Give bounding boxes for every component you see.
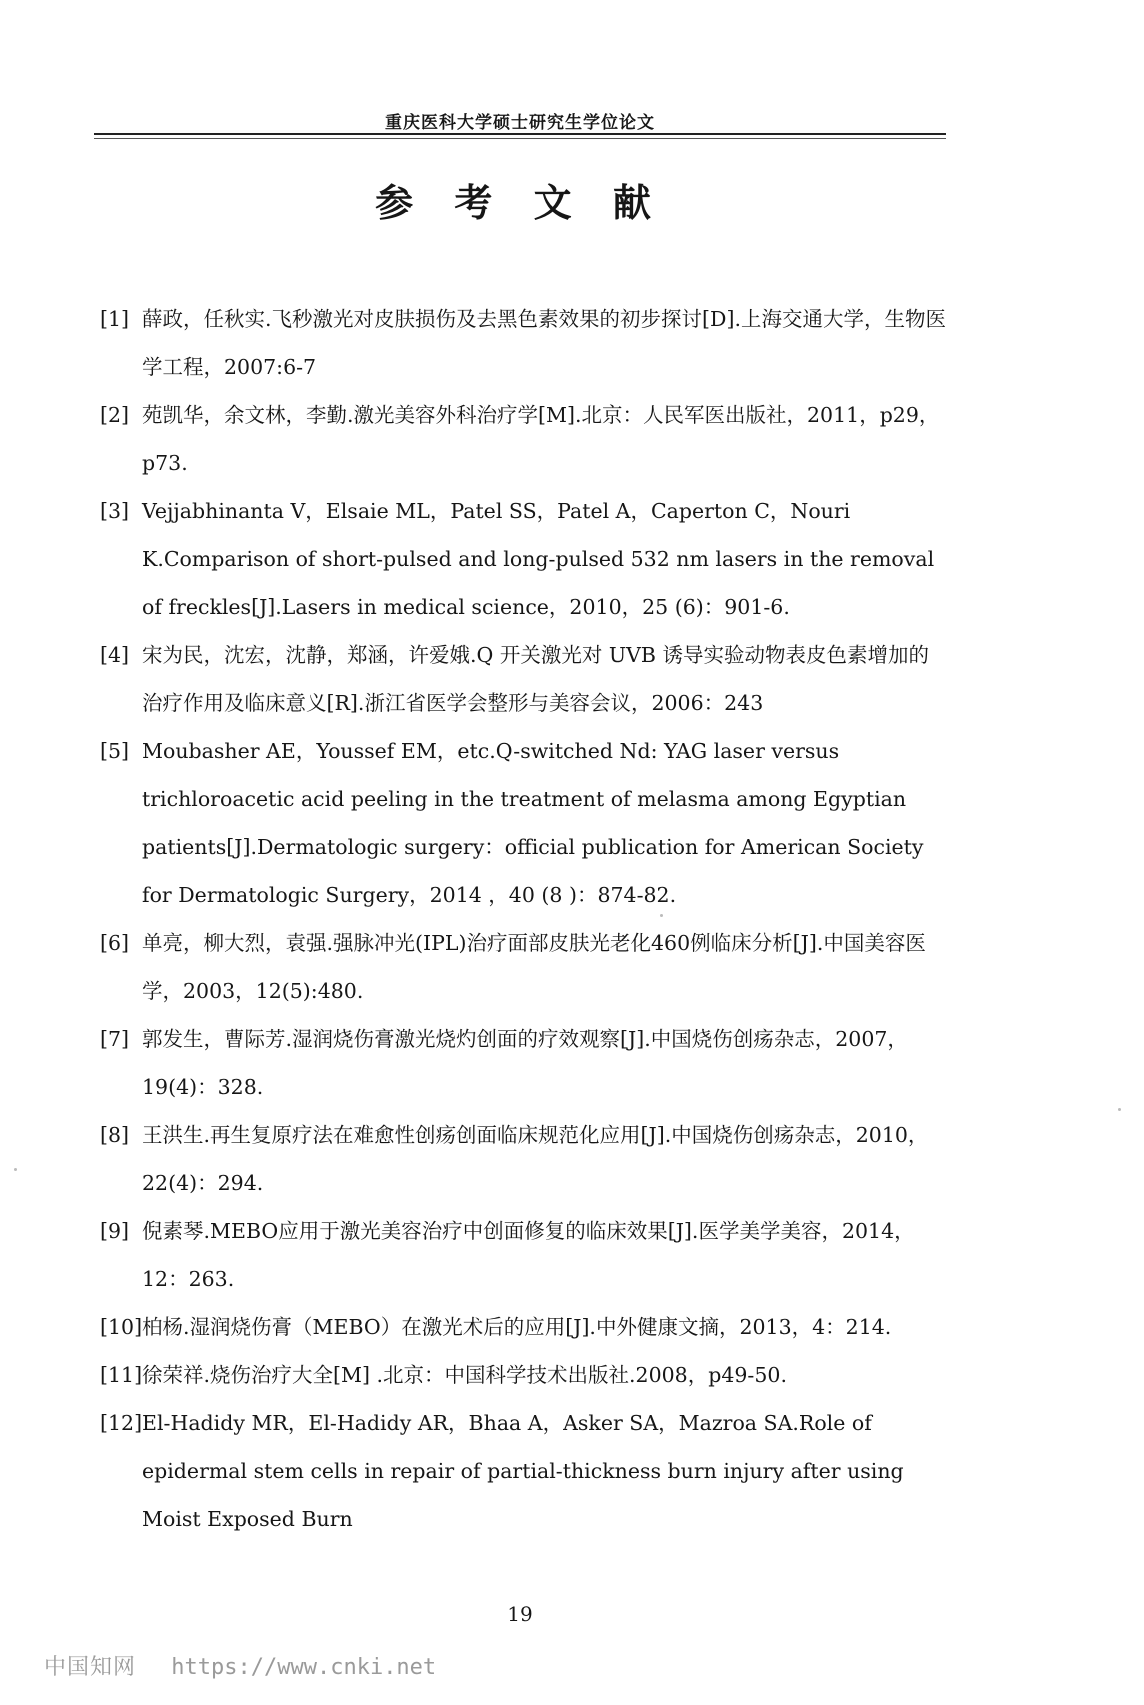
reference-item: [100, 1207, 948, 1303]
reference-item: [100, 631, 948, 727]
reference-item: [100, 1303, 948, 1351]
scan-speck: [14, 1168, 17, 1171]
running-header: 重庆医科大学硕士研究生学位论文: [385, 113, 655, 133]
reference-text: Moubasher AE，Youssef EM，etc.Q-switched Nd: YAG laser versus trichloroacetic acid peeling in the treatment of melasma among Egyptian patients[J].Dermatologic surgery：official publication for American Society for Dermatologic Surgery，2014 ，40 (8 )：874-82.: [142, 739, 924, 907]
reference-text: 薛政，任秋实.飞秒激光对皮肤损伤及去黑色素效果的初步探讨[D].上海交通大学，生物医学工程，2007:6-7: [142, 307, 946, 379]
reference-text: El-Hadidy MR，El-Hadidy AR，Bhaa A，Asker SA，Mazroa SA.Role of epidermal stem cells in repair of partial-thickness burn injury after using Moist Exposed Burn: [142, 1411, 904, 1531]
reference-item: [100, 487, 948, 631]
reference-number: [3]: [100, 499, 130, 523]
reference-number: [9]: [100, 1219, 130, 1243]
reference-item: [100, 919, 948, 1015]
reference-item: [100, 1111, 948, 1207]
scan-speck: [1118, 1108, 1121, 1111]
reference-text: 柏杨.湿润烧伤膏（MEBO）在激光术后的应用[J].中外健康文摘，2013，4：214.: [142, 1315, 892, 1339]
reference-item: [100, 391, 948, 487]
reference-item: [100, 1351, 948, 1399]
header-rule: [94, 133, 946, 135]
watermark-url: https://www.cnki.net: [171, 1655, 437, 1680]
reference-text: 徐荣祥.烧伤治疗大全[M] .北京：中国科学技术出版社.2008，p49-50.: [142, 1363, 787, 1387]
reference-number: [11]: [100, 1363, 143, 1387]
reference-number: [5]: [100, 739, 130, 763]
reference-text: 郭发生，曹际芳.湿润烧伤膏激光烧灼创面的疗效观察[J].中国烧伤创疡杂志，2007，19(4)：328.: [142, 1027, 908, 1099]
reference-number: [6]: [100, 931, 130, 955]
reference-number: [10]: [100, 1315, 143, 1339]
scan-speck: [660, 914, 663, 917]
reference-number: [12]: [100, 1411, 143, 1435]
reference-item: [100, 295, 948, 391]
reference-text: 倪素琴.MEBO应用于激光美容治疗中创面修复的临床效果[J].医学美学美容，2014，12：263.: [142, 1219, 915, 1291]
reference-text: 苑凯华，余文林，李勤.激光美容外科治疗学[M].北京：人民军医出版社，2011，p29，p73.: [142, 403, 940, 475]
header-rule-thin: [94, 138, 946, 139]
page-number: 19: [507, 1602, 533, 1626]
reference-text: 王洪生.再生复原疗法在难愈性创疡创面临床规范化应用[J].中国烧伤创疡杂志，2010，22(4)：294.: [142, 1123, 929, 1195]
reference-number: [4]: [100, 643, 130, 667]
reference-number: [1]: [100, 307, 130, 331]
section-title: 参 考 文 献: [375, 180, 665, 225]
reference-item: [100, 1399, 948, 1543]
reference-item: [100, 1015, 948, 1111]
watermark-logo: 中国知网: [44, 1655, 137, 1680]
reference-item: [100, 727, 948, 919]
reference-number: [8]: [100, 1123, 130, 1147]
reference-text: 宋为民，沈宏，沈静，郑涵，许爱娥.Q 开关激光对 UVB 诱导实验动物表皮色素增加的治疗作用及临床意义[R].浙江省医学会整形与美容会议，2006：243: [142, 643, 930, 715]
watermark: [44, 1650, 436, 1681]
reference-number: [2]: [100, 403, 130, 427]
reference-text: 单亮，柳大烈，袁强.强脉冲光(IPL)治疗面部皮肤光老化460例临床分析[J].中国美容医学，2003，12(5):480.: [142, 931, 926, 1003]
reference-list: [100, 295, 948, 1543]
reference-text: Vejjabhinanta V，Elsaie ML，Patel SS，Patel A，Caperton C，Nouri K.Comparison of short-pulsed and long-pulsed 532 nm lasers in the removal of freckles[J].Lasers in medical science，2010，25 (6)：901-6.: [142, 499, 935, 619]
reference-number: [7]: [100, 1027, 130, 1051]
